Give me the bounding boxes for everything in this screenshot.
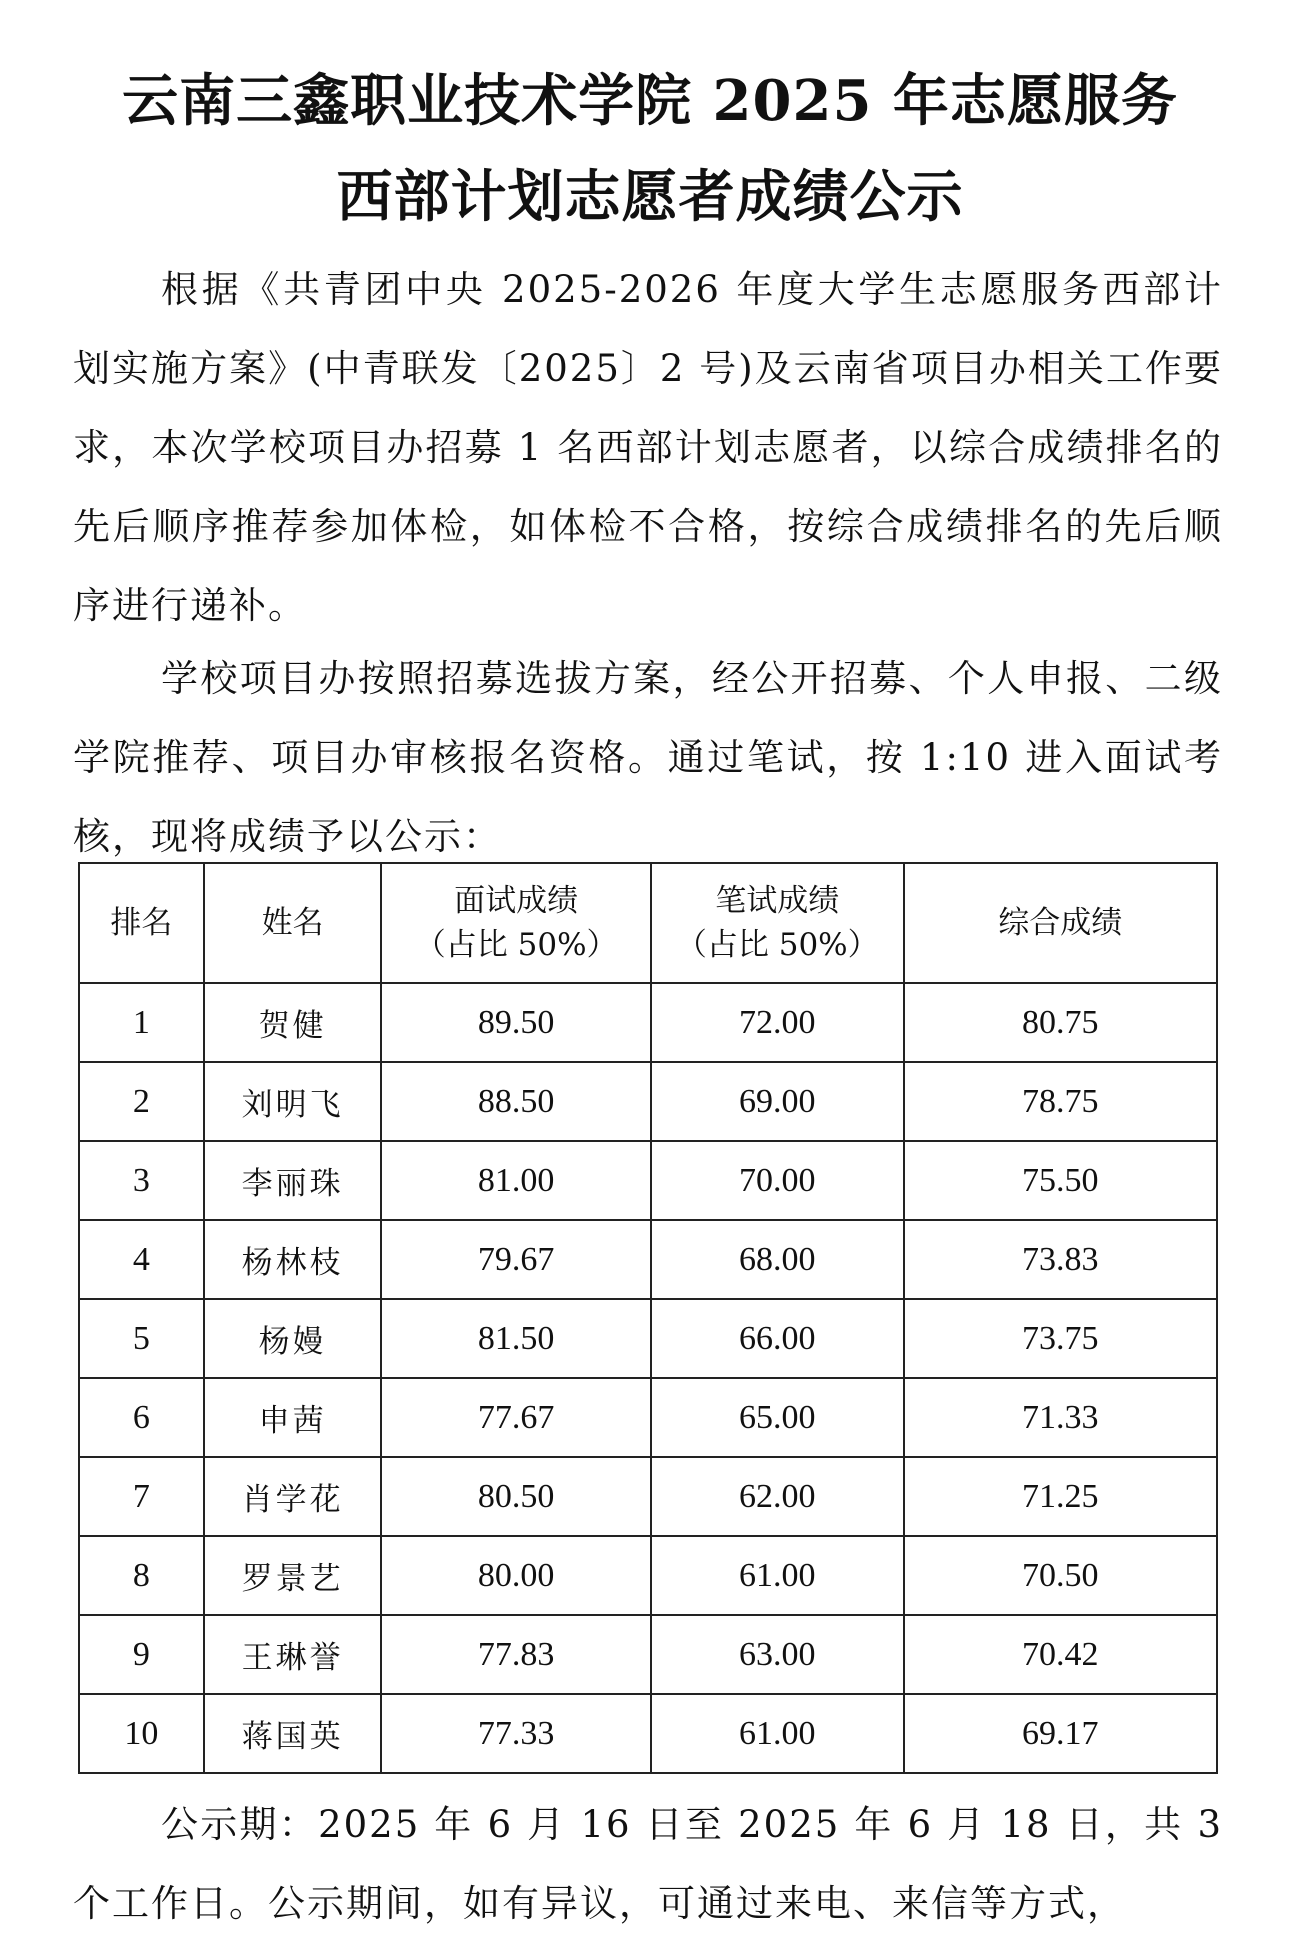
cell-rank: 10	[79, 1694, 204, 1773]
notice-period-paragraph: 公示期：2025 年 6 月 16 日至 2025 年 6 月 18 日，共 3 个工作日。公示期间，如有异议，可通过来电、来信等方式，	[73, 1803, 1223, 1925]
cell-name: 肖学花	[204, 1457, 382, 1536]
table-row	[79, 1536, 1217, 1615]
cell-name: 申茜	[204, 1378, 382, 1457]
cell-name: 杨林枝	[204, 1220, 382, 1299]
cell-name: 蒋国英	[204, 1694, 382, 1773]
cell-rank: 9	[79, 1615, 204, 1694]
header-interview	[381, 863, 651, 983]
cell-total: 78.75	[904, 1062, 1217, 1141]
cell-interview: 89.50	[381, 983, 651, 1062]
cell-written: 68.00	[651, 1220, 904, 1299]
cell-name: 刘明飞	[204, 1062, 382, 1141]
cell-rank: 8	[79, 1536, 204, 1615]
cell-name: 杨嫚	[204, 1299, 382, 1378]
cell-total: 71.25	[904, 1457, 1217, 1536]
cell-name: 贺健	[204, 983, 382, 1062]
table-row	[79, 1378, 1217, 1457]
page-title-line-1: 云南三鑫职业技术学院 2025 年志愿服务	[122, 68, 1178, 134]
cell-written: 70.00	[651, 1141, 904, 1220]
cell-interview: 80.50	[381, 1457, 651, 1536]
table-row	[79, 1220, 1217, 1299]
table-row	[79, 1062, 1217, 1141]
cell-total: 70.50	[904, 1536, 1217, 1615]
cell-interview: 77.33	[381, 1694, 651, 1773]
cell-rank: 1	[79, 983, 204, 1062]
cell-interview: 88.50	[381, 1062, 651, 1141]
table-row	[79, 1141, 1217, 1220]
cell-written: 72.00	[651, 983, 904, 1062]
cell-interview: 80.00	[381, 1536, 651, 1615]
cell-rank: 5	[79, 1299, 204, 1378]
cell-interview: 77.67	[381, 1378, 651, 1457]
table-row	[79, 1694, 1217, 1773]
page-title-line-2: 西部计划志愿者成绩公示	[336, 164, 964, 230]
cell-written: 61.00	[651, 1536, 904, 1615]
header-written-weight: （占比 50%）	[675, 927, 879, 963]
cell-total: 69.17	[904, 1694, 1217, 1773]
cell-name: 王琳誉	[204, 1615, 382, 1694]
header-written-title: 笔试成绩	[715, 883, 840, 919]
cell-written: 65.00	[651, 1378, 904, 1457]
cell-written: 66.00	[651, 1299, 904, 1378]
cell-total: 75.50	[904, 1141, 1217, 1220]
cell-interview: 77.83	[381, 1615, 651, 1694]
cell-total: 73.83	[904, 1220, 1217, 1299]
cell-interview: 81.00	[381, 1141, 651, 1220]
cell-written: 61.00	[651, 1694, 904, 1773]
cell-total: 80.75	[904, 983, 1217, 1062]
header-interview-title: 面试成绩	[454, 883, 579, 919]
cell-rank: 6	[79, 1378, 204, 1457]
cell-total: 71.33	[904, 1378, 1217, 1457]
header-written	[651, 863, 904, 983]
cell-written: 62.00	[651, 1457, 904, 1536]
cell-name: 罗景艺	[204, 1536, 382, 1615]
cell-interview: 79.67	[381, 1220, 651, 1299]
table-row	[79, 983, 1217, 1062]
table-header-row	[79, 863, 1217, 983]
header-rank: 排名	[79, 863, 204, 983]
cell-total: 73.75	[904, 1299, 1217, 1378]
cell-name: 李丽珠	[204, 1141, 382, 1220]
table-row	[79, 1615, 1217, 1694]
cell-written: 69.00	[651, 1062, 904, 1141]
table-row	[79, 1299, 1217, 1378]
header-interview-weight: （占比 50%）	[414, 927, 618, 963]
cell-total: 70.42	[904, 1615, 1217, 1694]
table-body	[79, 983, 1217, 1773]
intro-paragraph: 根据《共青团中央 2025-2026 年度大学生志愿服务西部计划实施方案》(中青联发〔2025〕2 号)及云南省项目办相关工作要求，本次学校项目办招募 1 名西部计划志愿者，以综合成绩排名的先后顺序推荐参加体检，如体检不合格，按综合成绩排名的先后顺序进行递补。	[73, 268, 1223, 627]
header-total: 综合成绩	[904, 863, 1217, 983]
table-row	[79, 1457, 1217, 1536]
scores-table	[78, 862, 1218, 1774]
selection-paragraph: 学校项目办按照招募选拔方案，经公开招募、个人申报、二级学院推荐、项目办审核报名资格。通过笔试，按 1:10 进入面试考核，现将成绩予以公示：	[73, 657, 1223, 858]
cell-interview: 81.50	[381, 1299, 651, 1378]
cell-rank: 7	[79, 1457, 204, 1536]
cell-rank: 4	[79, 1220, 204, 1299]
cell-rank: 3	[79, 1141, 204, 1220]
cell-rank: 2	[79, 1062, 204, 1141]
header-name: 姓名	[204, 863, 382, 983]
cell-written: 63.00	[651, 1615, 904, 1694]
